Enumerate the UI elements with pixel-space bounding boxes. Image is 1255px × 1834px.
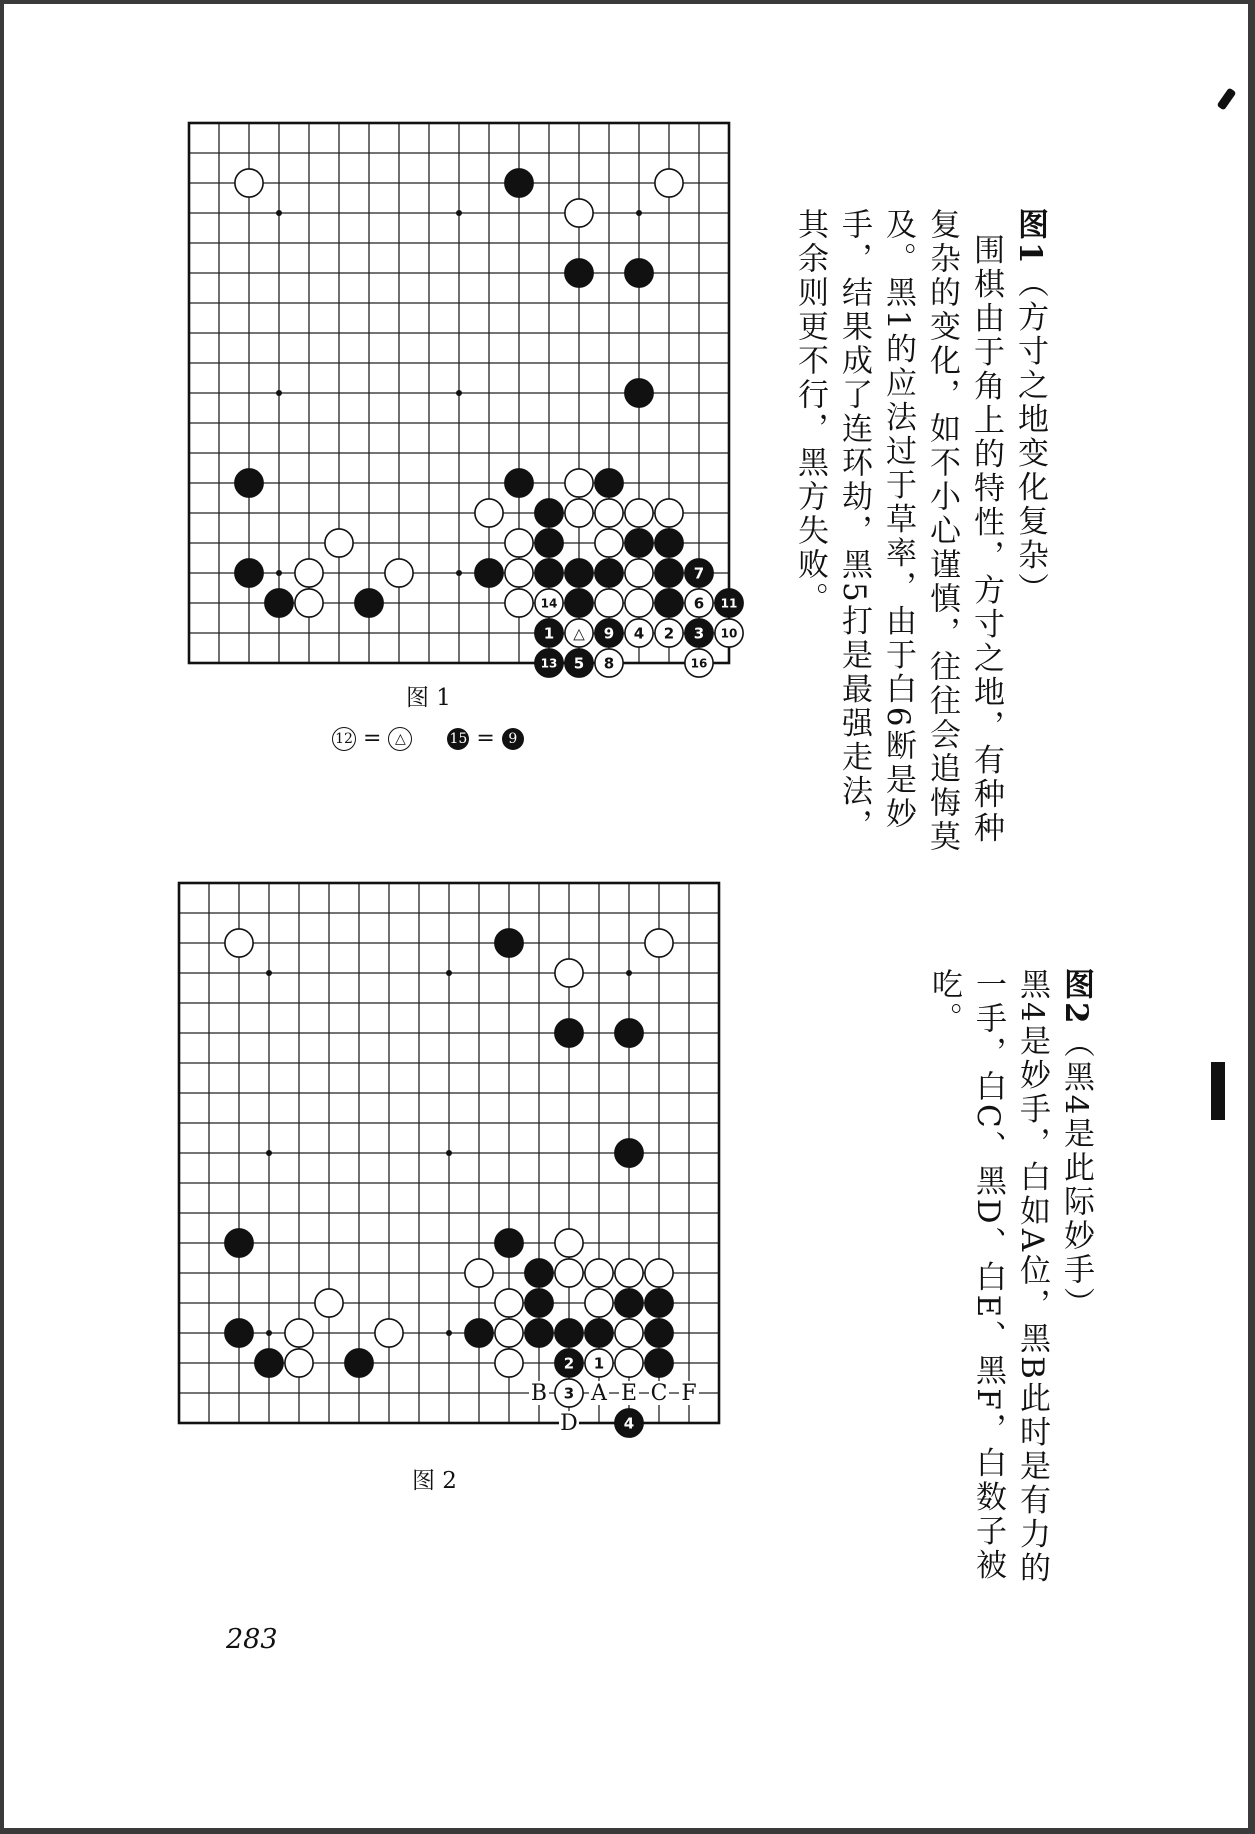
white-stone <box>615 1259 643 1287</box>
move-number: 3 <box>563 1384 575 1403</box>
board-2-svg <box>176 880 726 1436</box>
star-point <box>456 210 462 216</box>
white-stone <box>385 559 413 587</box>
black-stone <box>615 1019 643 1047</box>
legend-equals-2: = <box>476 726 495 751</box>
black-stone <box>565 559 593 587</box>
white-stone <box>285 1349 313 1377</box>
white-stone <box>625 589 653 617</box>
move-number: 14 <box>540 596 558 611</box>
black-stone <box>625 259 653 287</box>
white-stone <box>625 559 653 587</box>
legend-white-12: 12 <box>332 727 356 751</box>
go-board-figure-1 <box>186 120 736 676</box>
page-number: 283 <box>226 1624 278 1655</box>
white-stone <box>565 469 593 497</box>
white-stone <box>375 1319 403 1347</box>
star-point <box>456 390 462 396</box>
black-stone <box>505 169 533 197</box>
legend-black-15: 15 <box>447 728 469 750</box>
move-number: 8 <box>603 654 615 673</box>
black-stone <box>555 1019 583 1047</box>
black-stone <box>235 469 263 497</box>
black-stone <box>655 529 683 557</box>
figure-2-subtitle: （黑4是此际妙手） <box>1058 1026 1094 1322</box>
white-stone <box>505 529 533 557</box>
figure-2-commentary <box>922 968 1098 1608</box>
white-stone <box>565 199 593 227</box>
white-stone <box>615 1349 643 1377</box>
move-number: 3 <box>693 624 705 643</box>
move-number: 7 <box>693 564 705 583</box>
board-1-svg <box>186 120 736 676</box>
white-stone <box>495 1319 523 1347</box>
black-stone <box>225 1229 253 1257</box>
black-stone <box>625 529 653 557</box>
white-stone <box>595 529 623 557</box>
corner-scan-mark <box>1217 87 1237 110</box>
white-stone <box>475 499 503 527</box>
white-stone <box>295 559 323 587</box>
black-stone <box>265 589 293 617</box>
white-stone <box>495 1289 523 1317</box>
point-letter-label: F <box>681 1381 697 1406</box>
move-number: 4 <box>633 624 645 643</box>
black-stone <box>525 1289 553 1317</box>
star-point <box>446 1150 452 1156</box>
star-point <box>636 210 642 216</box>
white-stone <box>555 959 583 987</box>
figure-1-body: 围棋由于角上的特性，方寸之地，有种种复杂的变化，如不小心谨慎，往往会追悔莫及。黑1的应法过于草率，由于白6断是妙手，结果成了连环劫，黑5打是最强走法，其余则更不行，黑方失败。 <box>792 208 1004 854</box>
point-letter-label: A <box>591 1381 607 1406</box>
thumb-index-tab <box>1211 1062 1225 1120</box>
black-stone <box>535 499 563 527</box>
figure-1-caption: 图 1 <box>406 685 451 711</box>
move-number: 13 <box>540 656 558 671</box>
move-number: 2 <box>663 624 675 643</box>
star-point <box>456 570 462 576</box>
legend-white-triangle: △ <box>388 727 412 751</box>
black-stone <box>345 1349 373 1377</box>
figure-1-commentary <box>788 208 1052 858</box>
black-stone <box>465 1319 493 1347</box>
black-stone <box>505 469 533 497</box>
black-stone <box>595 469 623 497</box>
figure-2-body: 黑4是妙手，白如A位，黑B此时是有力的一手，白C、黑D、白E、黑F，白数子被吃。 <box>926 968 1050 1586</box>
move-number: 4 <box>623 1414 635 1433</box>
go-board-figure-2 <box>176 880 726 1436</box>
figure-1-legend <box>332 726 524 751</box>
legend-black-9: 9 <box>502 728 524 750</box>
white-stone <box>495 1349 523 1377</box>
black-stone <box>645 1319 673 1347</box>
white-stone <box>235 169 263 197</box>
white-stone <box>555 1259 583 1287</box>
white-stone <box>325 529 353 557</box>
legend-equals-1: = <box>363 726 382 751</box>
move-number: 1 <box>593 1354 605 1373</box>
black-stone <box>595 559 623 587</box>
star-point <box>446 1330 452 1336</box>
move-number: 2 <box>563 1354 575 1373</box>
move-number: △ <box>573 624 585 643</box>
point-letter-label: B <box>530 1381 548 1406</box>
figure-1-subtitle: （方寸之地变化复杂） <box>1012 266 1048 607</box>
black-stone <box>585 1319 613 1347</box>
black-stone <box>645 1289 673 1317</box>
black-stone <box>525 1259 553 1287</box>
white-stone <box>645 929 673 957</box>
star-point <box>446 970 452 976</box>
black-stone <box>255 1349 283 1377</box>
white-stone <box>505 559 533 587</box>
white-stone <box>585 1289 613 1317</box>
figure-2-title: 图2 <box>1058 968 1094 1027</box>
star-point <box>276 390 282 396</box>
white-stone <box>465 1259 493 1287</box>
black-stone <box>615 1289 643 1317</box>
move-number: 16 <box>690 656 708 671</box>
star-point <box>626 970 632 976</box>
black-stone <box>655 559 683 587</box>
point-letter-label: C <box>650 1381 668 1406</box>
black-stone <box>625 379 653 407</box>
book-page <box>4 4 1248 1828</box>
white-stone <box>555 1229 583 1257</box>
white-stone <box>295 589 323 617</box>
white-stone <box>315 1289 343 1317</box>
black-stone <box>535 529 563 557</box>
move-number: 10 <box>720 626 738 641</box>
move-number: 5 <box>573 654 585 673</box>
black-stone <box>495 1229 523 1257</box>
point-letter-label: E <box>620 1381 638 1406</box>
white-stone <box>565 499 593 527</box>
star-point <box>276 210 282 216</box>
black-stone <box>565 259 593 287</box>
white-stone <box>595 499 623 527</box>
white-stone <box>625 499 653 527</box>
black-stone <box>535 559 563 587</box>
point-letter-label: D <box>560 1411 578 1436</box>
black-stone <box>225 1319 253 1347</box>
star-point <box>266 1330 272 1336</box>
black-stone <box>655 589 683 617</box>
white-stone <box>595 589 623 617</box>
white-stone <box>655 499 683 527</box>
move-number: 1 <box>543 624 555 643</box>
star-point <box>266 1150 272 1156</box>
white-stone <box>655 169 683 197</box>
white-stone <box>645 1259 673 1287</box>
move-number: 6 <box>693 594 705 613</box>
star-point <box>266 970 272 976</box>
move-number: 11 <box>720 596 738 611</box>
figure-2-caption: 图 2 <box>412 1468 457 1494</box>
black-stone <box>555 1319 583 1347</box>
black-stone <box>615 1139 643 1167</box>
black-stone <box>235 559 263 587</box>
white-stone <box>225 929 253 957</box>
move-number: 9 <box>603 624 615 643</box>
white-stone <box>615 1319 643 1347</box>
black-stone <box>355 589 383 617</box>
black-stone <box>495 929 523 957</box>
star-point <box>276 570 282 576</box>
black-stone <box>645 1349 673 1377</box>
black-stone <box>475 559 503 587</box>
white-stone <box>585 1259 613 1287</box>
white-stone <box>285 1319 313 1347</box>
black-stone <box>525 1319 553 1347</box>
figure-1-title: 图1 <box>1012 208 1048 267</box>
black-stone <box>565 589 593 617</box>
white-stone <box>505 589 533 617</box>
